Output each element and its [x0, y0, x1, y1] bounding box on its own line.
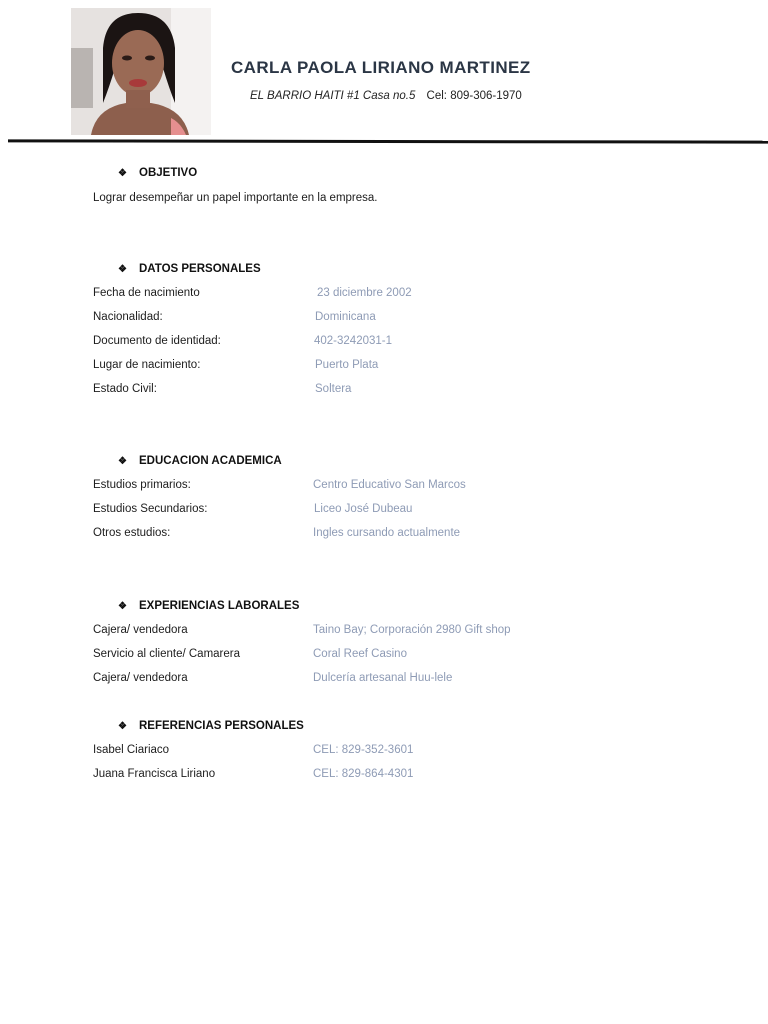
- info-label: Cajera/ vendedora: [93, 672, 188, 684]
- diamond-bullet-icon: ❖: [118, 168, 127, 179]
- section-title-referencias: [118, 720, 304, 732]
- info-label: Estudios primarios:: [93, 479, 191, 491]
- info-value: Taino Bay; Corporación 2980 Gift shop: [313, 624, 511, 636]
- contact-line: [250, 90, 522, 102]
- info-value: Soltera: [315, 383, 352, 395]
- section-title-educacion: [118, 455, 282, 467]
- info-label: Estudios Secundarios:: [93, 503, 208, 515]
- info-value: 23 diciembre 2002: [317, 287, 412, 299]
- profile-photo-illustration: [71, 8, 211, 135]
- info-value: Dominicana: [315, 311, 376, 323]
- candidate-name: CARLA PAOLA LIRIANO MARTINEZ: [231, 58, 531, 77]
- info-value: Ingles cursando actualmente: [313, 527, 461, 539]
- info-label: Fecha de nacimiento: [93, 287, 200, 299]
- info-label: Otros estudios:: [93, 527, 171, 539]
- diamond-bullet-icon: ❖: [118, 456, 127, 467]
- info-label: Nacionalidad:: [93, 311, 163, 323]
- section-title-text: REFERENCIAS PERSONALES: [139, 720, 304, 732]
- info-label: Isabel Ciariaco: [93, 744, 170, 756]
- objective-text: Lograr desempeñar un papel importante en la empresa.: [93, 192, 378, 204]
- header-divider: [8, 139, 768, 143]
- info-label: Servicio al cliente/ Camarera: [93, 648, 241, 660]
- info-value: Liceo José Dubeau: [314, 503, 413, 515]
- info-value: Centro Educativo San Marcos: [313, 479, 466, 491]
- section-title-datos-personales: [118, 263, 261, 275]
- info-value: 402-3242031-1: [314, 335, 393, 347]
- info-value: CEL: 829-352-3601: [313, 744, 414, 756]
- section-title-text: OBJETIVO: [139, 167, 198, 179]
- info-label: Lugar de nacimiento:: [93, 359, 201, 371]
- info-value: Dulcería artesanal Huu-lele: [313, 672, 453, 684]
- section-title-text: DATOS PERSONALES: [139, 263, 261, 275]
- profile-photo: [71, 8, 211, 135]
- info-label: Cajera/ vendedora: [93, 624, 188, 636]
- diamond-bullet-icon: ❖: [118, 721, 127, 732]
- address-text: EL BARRIO HAITI #1 Casa no.5: [250, 90, 416, 102]
- info-label: Documento de identidad:: [93, 335, 221, 347]
- section-title-experiencias: [118, 600, 299, 612]
- diamond-bullet-icon: ❖: [118, 601, 127, 612]
- phone-text: Cel: 809-306-1970: [426, 90, 522, 102]
- section-title-text: EXPERIENCIAS LABORALES: [139, 600, 300, 612]
- diamond-bullet-icon: ❖: [118, 264, 127, 275]
- section-title-objetivo: [118, 167, 197, 179]
- info-value: Puerto Plata: [315, 359, 379, 371]
- info-label: Estado Civil:: [93, 383, 157, 395]
- info-value: Coral Reef Casino: [313, 648, 407, 660]
- section-title-text: EDUCACION ACADEMICA: [139, 455, 282, 467]
- info-value: CEL: 829-864-4301: [313, 768, 414, 780]
- info-label: Juana Francisca Liriano: [93, 768, 216, 780]
